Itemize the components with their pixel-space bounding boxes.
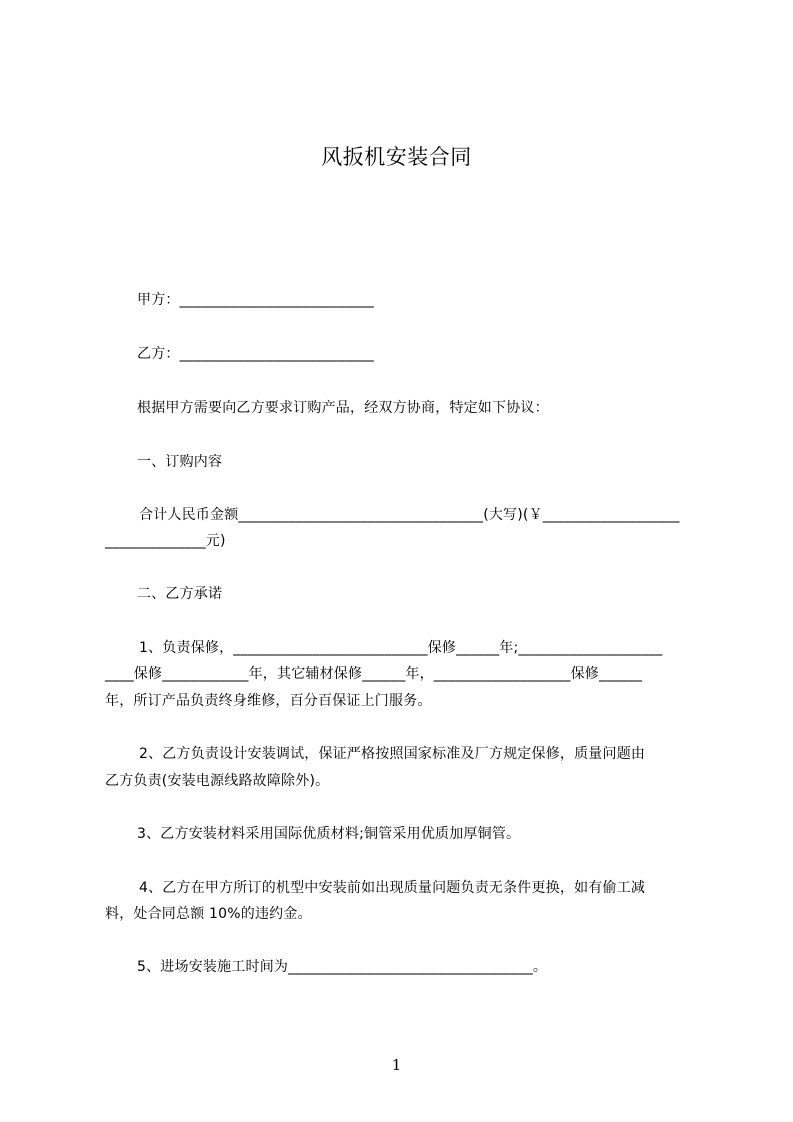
item1-line-1: 1、负责保修，___________________________保修______年;____________________ [139, 640, 663, 656]
section2-heading: 二、乙方承诺 [137, 586, 223, 602]
party-a-line: 甲方：___________________________ [137, 292, 374, 308]
section1-heading: 一、订购内容 [137, 454, 223, 470]
party-b-line: 乙方：___________________________ [137, 346, 374, 362]
amount-line-2: ______________元) [105, 533, 226, 549]
item2-line-1: 2、乙方负责设计安装调试，保证严格按照国家标准及厂方规定保修，质量问题由 [139, 746, 646, 762]
item5-line-1: 5、进场安装施工时间为__________________________________。 [137, 959, 548, 975]
intro-paragraph: 根据甲方需要向乙方要求订购产品，经双方协商，特定如下协议： [137, 400, 549, 416]
item2-line-2: 乙方负责(安装电源线路故障除外)。 [105, 773, 330, 789]
item1-line-3: 年，所订产品负责终身维修，百分百保证上门服务。 [105, 693, 432, 709]
page-title: 风扳机安装合同 [321, 145, 472, 169]
page-number: 1 [391, 1056, 402, 1074]
item1-line-2: ____保修____________年，其它辅材保修______年，___________________保修______ [105, 666, 643, 682]
amount-line-1: 合计人民币金额__________________________________(大写)(￥___________________ [139, 507, 680, 523]
item4-line-1: 4、乙方在甲方所订的机型中安装前如出现质量问题负责无条件更换，如有偷工减 [139, 880, 646, 896]
item4-line-2: 料，处合同总额 10%的违约金。 [105, 906, 312, 922]
item3-line-1: 3、乙方安装材料采用国际优质材料;铜管采用优质加厚铜管。 [137, 826, 521, 842]
